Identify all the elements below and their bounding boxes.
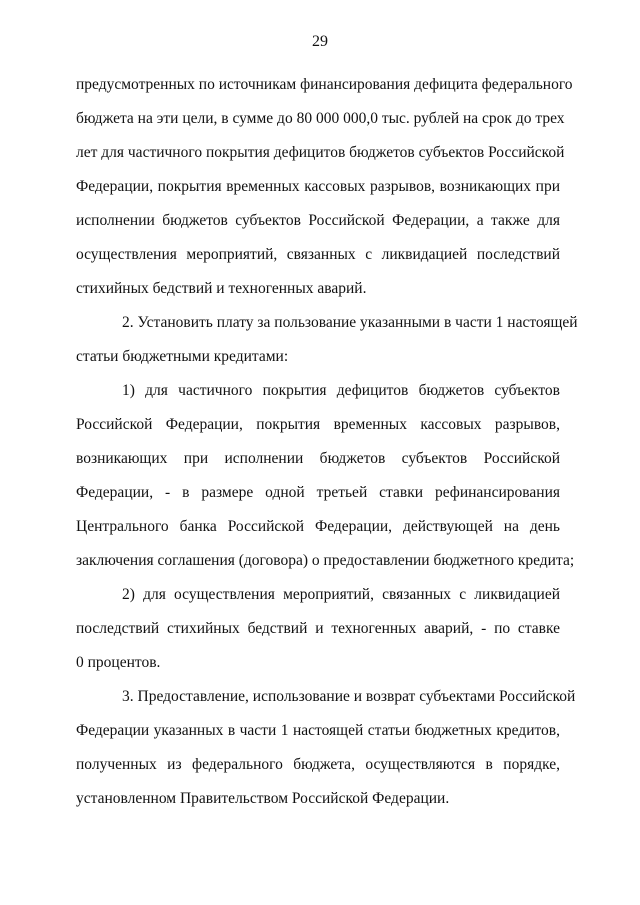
text-line: осуществления мероприятий, связанных с ликвидацией последствий xyxy=(76,246,560,263)
text-line: Российской Федерации, покрытия временных кассовых разрывов, xyxy=(76,416,560,433)
text-line: предусмотренных по источникам финансирования дефицита федерального xyxy=(76,76,573,93)
paragraph-2 xyxy=(76,306,578,374)
text-line: заключения соглашения (договора) о предоставлении бюджетного кредита; xyxy=(76,552,575,569)
text-line: Федерации указанных в части 1 настоящей статьи бюджетных кредитов, xyxy=(76,722,560,739)
text-line: 2) для осуществления мероприятий, связанных с ликвидацией xyxy=(122,586,560,603)
text-line: Федерации, покрытия временных кассовых разрывов, возникающих при xyxy=(76,178,560,195)
text-line: 0 процентов. xyxy=(76,654,161,671)
text-line: стихийных бедствий и техногенных аварий. xyxy=(76,280,367,297)
paragraph-3 xyxy=(76,680,576,816)
text-line: 1) для частичного покрытия дефицитов бюджетов субъектов xyxy=(122,382,560,399)
text-line: 3. Предоставление, использование и возврат субъектами Российской xyxy=(122,688,576,705)
text-line: 2. Установить плату за пользование указанными в части 1 настоящей xyxy=(122,314,578,331)
text-line: лет для частичного покрытия дефицитов бюджетов субъектов Российской xyxy=(76,144,565,161)
document-body xyxy=(76,68,578,816)
text-line: полученных из федерального бюджета, осуществляются в порядке, xyxy=(76,756,560,773)
text-line: исполнении бюджетов субъектов Российской Федерации, а также для xyxy=(76,212,560,229)
text-line: бюджета на эти цели, в сумме до 80 000 000,0 тыс. рублей на срок до трех xyxy=(76,110,565,127)
text-line: Центрального банка Российской Федерации, действующей на день xyxy=(76,518,560,535)
text-line: установленном Правительством Российской Федерации. xyxy=(76,790,450,807)
text-line: Федерации, - в размере одной третьей ставки рефинансирования xyxy=(76,484,560,501)
list-item-2 xyxy=(76,578,560,680)
text-line: статьи бюджетными кредитами: xyxy=(76,348,289,365)
page-number: 29 xyxy=(312,33,328,50)
text-line: возникающих при исполнении бюджетов субъектов Российской xyxy=(76,450,560,467)
text-line: последствий стихийных бедствий и техногенных аварий, - по ставке xyxy=(76,620,560,637)
list-item-1 xyxy=(76,374,575,578)
paragraph-continuation xyxy=(76,68,573,306)
